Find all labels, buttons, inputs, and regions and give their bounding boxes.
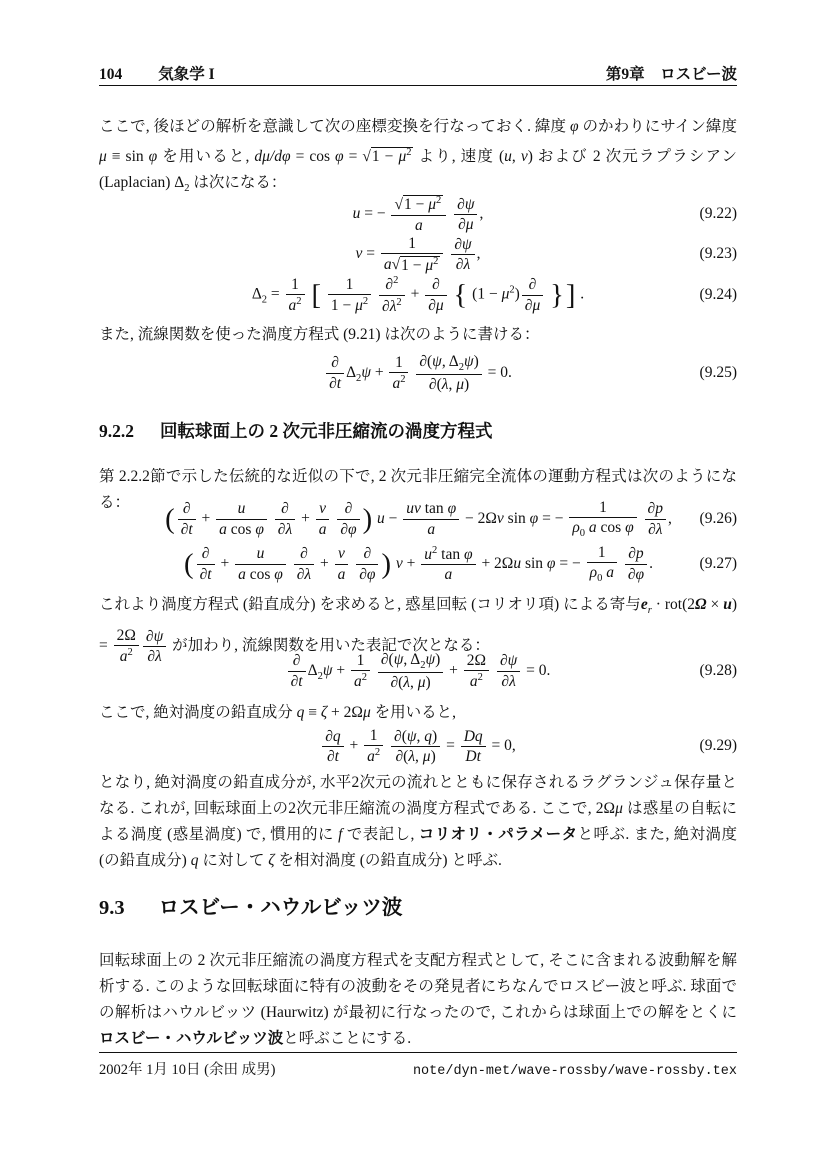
footer-rule: [99, 1052, 737, 1053]
section-title: 回転球面上の 2 次元非圧縮流の渦度方程式: [160, 421, 493, 441]
equation-9-22: [99, 194, 737, 235]
paragraph-lagrangian-conservation: となり, 絶対渦度の鉛直成分が, 水平2次元の流れとともに保存されるラグランジュ保存量となる. これが, 回転球面上の2次元非圧縮流の渦度方程式である. ここで, 2Ωμ は惑星の自転による渦度 (惑星渦度) で, 慣用的に f で表記し, コリオリ・パラメータと呼ぶ. また, 絶対渦度 (の鉛直成分) q に対して ζ を相対渦度 (の鉛直成分) と呼ぶ.: [99, 774, 737, 869]
equation-number: (9.24): [699, 286, 737, 304]
equation-number: (9.26): [699, 510, 737, 528]
footer-file-path: note/dyn-met/wave-rossby/wave-rossby.tex: [412, 1064, 737, 1079]
section-number: 9.2.2: [99, 421, 134, 441]
page-footer: [99, 1058, 737, 1079]
equation-9-24: [99, 274, 737, 316]
equation-math: ( ∂ ∂t + $\frac{u}{\text{a cos φ}}$ ∂ ∂λ + $\frac{v}{a}$ ∂ ∂φ ) u − $\frac{\text{uv tan φ}}{a}$ − 2Ωv sin φ = − $\frac{1}{\rho_0 a \cos \varphi}$ $\frac{\partial p}{\partial\lambda}$ ,: [165, 499, 672, 540]
equation-math: v = $\frac{1}{a√1 - \mu^2}$ $\frac{\partial\psi}{\partial\lambda}$ ,: [355, 235, 481, 274]
equation-number: (9.25): [699, 364, 737, 382]
footer-date-author: 2002年 1月 10日 (余田 成男): [99, 1062, 276, 1078]
section-heading-9-2-2: [99, 418, 737, 443]
header-rule: [99, 85, 737, 86]
equation-math: ∂ ∂t $\Delta_2\psi$ + $\frac{1}{a^2}$ $\frac{\partial(\psi, \Delta_2\psi)}{\partial(\lambda, \mu)}$ + $\frac{2\Omega}{a^2}$ $\frac{\partial\psi}{\partial\lambda}$ = 0.: [286, 650, 551, 693]
equation-math: u = − $\frac{√1 - \mu^2}{a}$ $\frac{\partial\psi}{\partial\mu}$ ,: [352, 195, 484, 234]
equation-math: ( ∂ ∂t + $\frac{u}{\text{a cos φ}}$ ∂ ∂λ + $\frac{v}{a}$ ∂ ∂φ ) v + $\frac{u^2 \tan \varphi}{a}$ + 2Ωu sin φ = − $\frac{1}{\rho_0 a}$ $\frac{\partial p}{\partial\varphi}$ .: [184, 544, 653, 585]
equation-number: (9.28): [699, 662, 737, 680]
equation-math: ∂ ∂t $\Delta_2\psi$ + $\frac{1}{a^2}$ $\frac{\partial(\psi, \Delta_2\psi)}{\partial(\lambda, \mu)}$ = 0.: [324, 352, 512, 395]
paragraph-streamfunction-vorticity: また, 流線関数を使った渦度方程式 (9.21) は次のように書ける：: [99, 326, 540, 343]
paragraph-absolute-vorticity: ここで, 絶対渦度の鉛直成分 q ≡ ζ + 2Ωμ を用いると,: [99, 704, 456, 721]
paragraph-coriolis-contribution: これより渦度方程式 (鉛直成分) を求めると, 惑星回転 (コリオリ項) による寄与$e_r \cdot rot(2\Omega \times u)$ = $\frac{2\Omega}{a^2}$ $\frac{\partial\psi}{\partial\lambda}$ が加わり, 流線関数を用いた表記で次となる：: [99, 596, 737, 666]
equation-9-25: [99, 352, 737, 395]
section-heading-9-3: [99, 890, 737, 920]
page-header: [99, 62, 737, 84]
equation-number: (9.29): [699, 737, 737, 755]
equation-9-23: [99, 234, 737, 275]
section-title: ロスビー・ハウルビッツ波: [158, 897, 403, 919]
paragraph-rossby-haurwitz: 回転球面上の 2 次元非圧縮流の渦度方程式を支配方程式として, そこに含まれる波動解を解析する. このような回転球面に特有の波動をその発見者にちなんでロスビー波と呼ぶ. 球面での解析はハウルビッツ (Haurwitz) が最初に行なったので, これからは球面上での解をとくにロスビー・ハウルビッツ波と呼ぶことにする.: [99, 952, 737, 1047]
chapter-title: 第9章 ロスビー波: [605, 66, 737, 83]
equation-9-26: [99, 498, 737, 541]
equation-number: (9.23): [699, 245, 737, 263]
section-number: 9.3: [99, 897, 125, 919]
equation-math: $\frac{\partial q}{\partial t}$ + $\frac{1}{a^2}$ $\frac{\partial(\psi, q)}{\partial(\lambda, \mu)}$ = $\frac{Dq}{Dt}$ = 0,: [320, 726, 516, 767]
paragraph-traditional-approximation: 第 2.2.2節で示した伝統的な近似の下で, 2 次元非圧縮完全流体の運動方程式は次のようになる：: [99, 468, 737, 511]
equation-9-27: [99, 543, 737, 586]
equation-math: $\Delta_2$ = $\frac{1}{a^2}$ [ $\frac{1}{1 - \mu^2}$ $\frac{\partial^2}{\partial\lambda^2}$ + ∂ ∂μ { $(1 - \mu^2)$ ∂ ∂μ }] .: [251, 275, 585, 315]
equation-number: (9.27): [699, 555, 737, 573]
equation-9-29: [99, 726, 737, 767]
equation-9-28: [99, 650, 737, 693]
book-title: 気象学 I: [158, 66, 215, 83]
equation-number: (9.22): [699, 205, 737, 223]
paragraph-coordinate-transform: ここで, 後ほどの解析を意識して次の座標変換を行なっておく. 緯度 φ のかわりにサイン緯度 μ ≡ sin φ を用いると, $d\mu/d\varphi = \cos \varphi = √1 - \mu^2$ より, 速度 (u, v) および 2 次元ラプラシアン (Laplacian) $\Delta_2$ は次になる：: [99, 118, 737, 195]
page-number: 104: [99, 66, 123, 83]
